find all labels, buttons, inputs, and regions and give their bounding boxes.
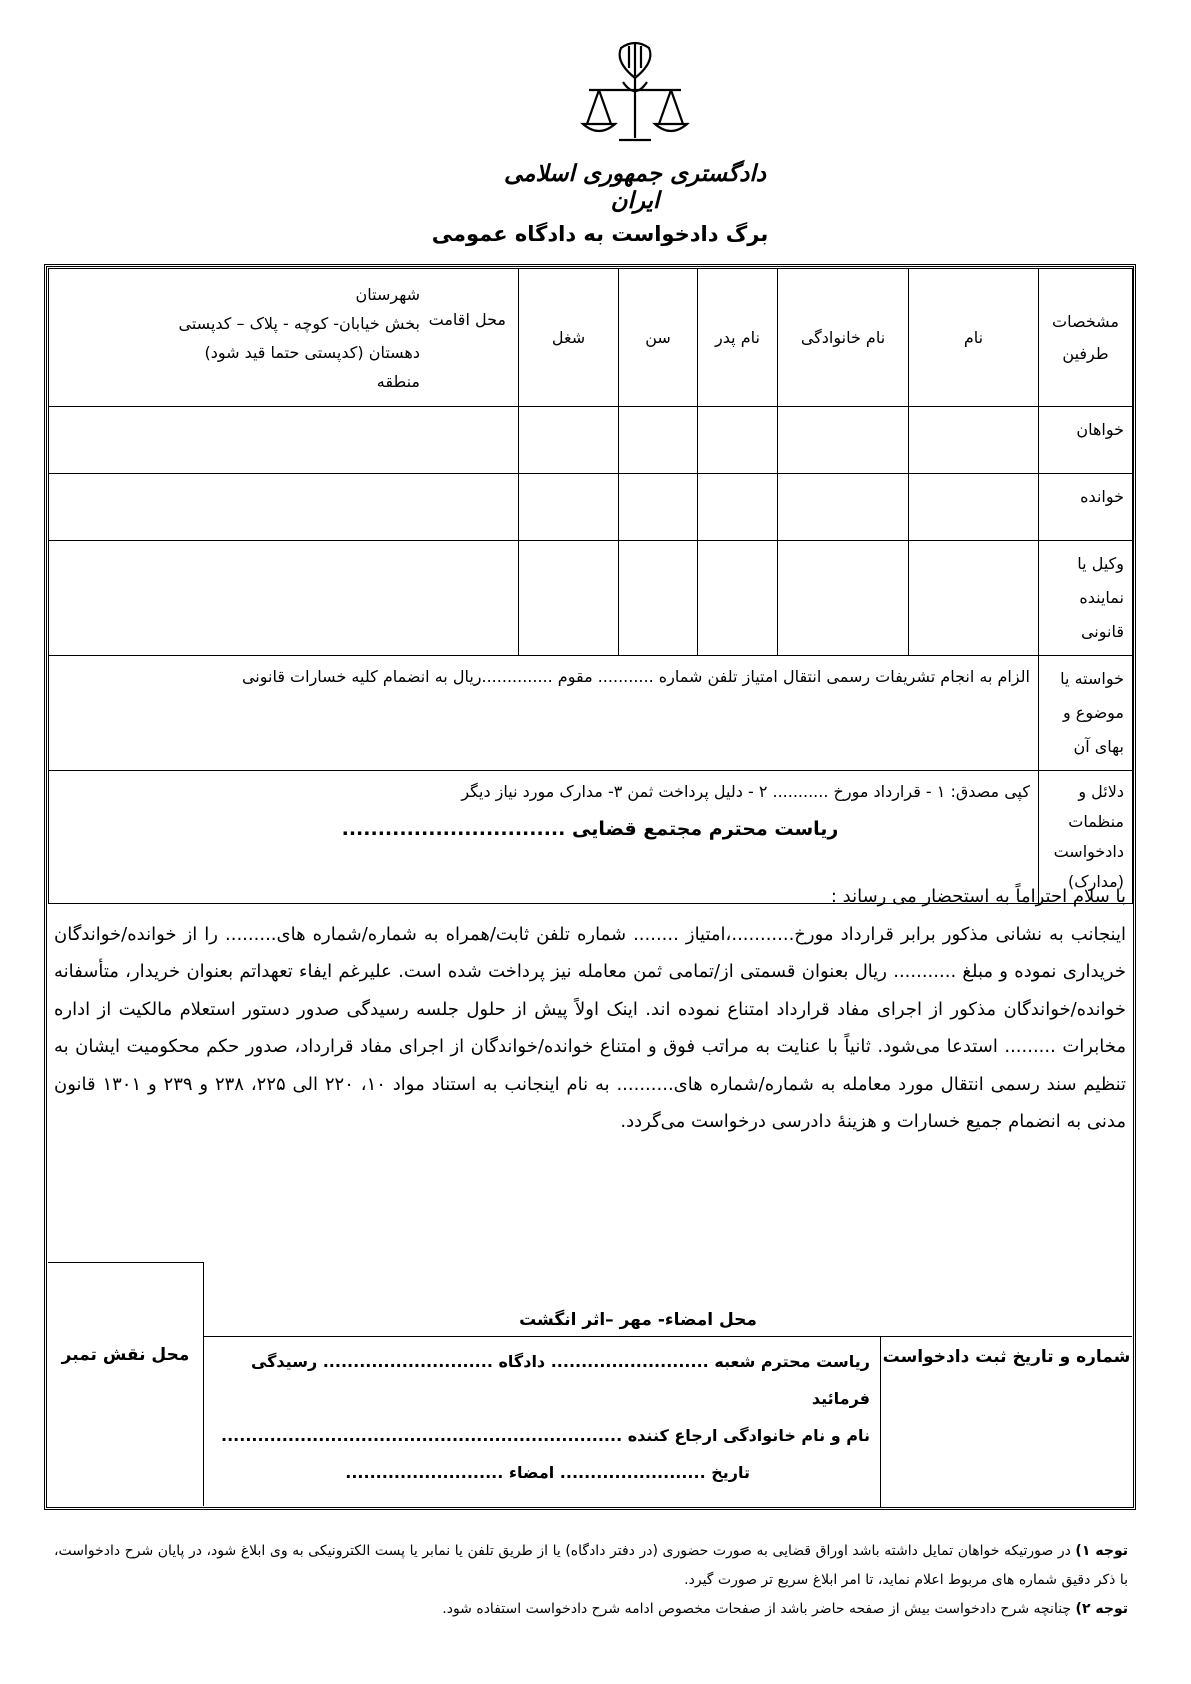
evidence-text[interactable]: کپی مصدق: ۱ - قرارداد مورخ ........... ۲ - دلیل پرداخت ثمن ۳- مدارک مورد نیاز دیگر bbox=[49, 771, 1039, 904]
note-2: توجه ۲) چنانچه شرح دادخواست بیش از صفحه حاضر باشد از صفحات مخصوص ادامه شرح دادخواست استفاده شود. bbox=[442, 1601, 1128, 1617]
stamp-place-label: محل نقش تمبر bbox=[61, 1345, 190, 1365]
col-father-name: نام پدر bbox=[698, 269, 778, 407]
attorney-row bbox=[49, 541, 1133, 656]
parties-table bbox=[48, 268, 1133, 904]
note-1: توجه ۱) در صورتیکه خواهان تمایل داشته باشد اوراق قضایی به صورت حضوری (در دفتر دادگاه) یا از طریق تلفن یا نمابر یا پست الکترونیکی به وی ابلاغ شود، در پایان شرح دادخواست، با ذکر دقیق شماره های مربوط اعلام نماید، تا امر ابلاغ سریع تر صورت گیرد. bbox=[54, 1543, 1128, 1588]
plaintiff-label: خواهان bbox=[1039, 407, 1133, 474]
signature-place-label: محل امضاء- مهر –اثر انگشت bbox=[519, 1310, 757, 1330]
request-text[interactable]: الزام به انجام تشریفات رسمی انتقال امتیاز تلفن شماره ........... مقوم ..............ریال به انضمام کلیه خسارات قانونی bbox=[49, 656, 1039, 771]
col-first-name: نام bbox=[909, 269, 1039, 407]
judiciary-emblem-icon bbox=[575, 40, 695, 152]
attorney-label: وکیل یا نماینده قانونی bbox=[1039, 541, 1133, 656]
defendant-residence-field[interactable] bbox=[49, 474, 519, 541]
plaintiff-first-name-field[interactable] bbox=[909, 407, 1039, 474]
plaintiff-residence-field[interactable] bbox=[49, 407, 519, 474]
col-last-name: نام خانوادگی bbox=[778, 269, 909, 407]
referral-text bbox=[210, 1343, 870, 1491]
defendant-age-field[interactable] bbox=[619, 474, 698, 541]
addressee: ریاست محترم مجتمع قضایی ............................... bbox=[341, 818, 839, 840]
attorney-father-name-field[interactable] bbox=[698, 541, 778, 656]
residence-label: محل اقامت bbox=[428, 310, 506, 329]
col-age: سن bbox=[619, 269, 698, 407]
defendant-last-name-field[interactable] bbox=[778, 474, 909, 541]
attorney-last-name-field[interactable] bbox=[778, 541, 909, 656]
table-header-row bbox=[49, 269, 1133, 407]
form-title: برگ دادخواست به دادگاه عمومی bbox=[431, 222, 769, 246]
defendant-label: خوانده bbox=[1039, 474, 1133, 541]
plaintiff-last-name-field[interactable] bbox=[778, 407, 909, 474]
referral-area bbox=[204, 1336, 1132, 1506]
request-label: خواسته یا موضوع و بهای آن bbox=[1039, 656, 1133, 771]
referral-line-2[interactable]: نام و نام خانوادگی ارجاع کننده .................................................................. bbox=[221, 1426, 870, 1445]
evidence-label: دلائل و منظمات دادخواست (مدارک) bbox=[1039, 771, 1133, 904]
attorney-age-field[interactable] bbox=[619, 541, 698, 656]
referral-line-1[interactable]: ریاست محترم شعبه .......................... دادگاه ............................ رسیدگی فرمائید bbox=[250, 1352, 870, 1408]
plaintiff-row bbox=[49, 407, 1133, 474]
defendant-occupation-field[interactable] bbox=[519, 474, 619, 541]
attorney-first-name-field[interactable] bbox=[909, 541, 1039, 656]
col-residence: محل اقامت شهرستان بخش خیابان- کوچه - پلاک – کدپستی دهستان (کدپستی حتما قید شود) منطقه bbox=[49, 269, 519, 407]
registration-label: شماره و تاریخ ثبت دادخواست bbox=[882, 1347, 1131, 1367]
letter-body[interactable]: اینجانب به نشانی مذکور برابر قرارداد مورخ...........،امتیاز ........ شماره تلفن ثابت/همراه به شماره/شماره های......... را از خوانده/خواندگان خریداری نموده و مبلغ ........... ریال بعنوان قسمتی از/تمامی ثمن معامله نیز پرداخت شده است. علیرغم ایفاء تعهداتم بعنوان خریدار، متأسفانه خوانده/خواندگان مذکور از اجرای مفاد قرارداد امتناع نموده اند. اینک اولاً پیش از حلول جلسه رسیدگی صدور دستور استعلام مالکیت از اداره مخابرات ......... استدعا می‌شود. ثانیاً با عنایت به مراتب فوق و امتناع خوانده/خواندگان از اجرای مفاد قرارداد، صدور حکم محکومیت ایشان به تنظیم سند رسمی انتقال مورد معامله به شماره/شماره های.......... به نام اینجانب به استناد مواد ۱۰، ۲۲۰ الی ۲۲۵، ۲۳۸ و ۲۳۹ و ۱۳۰۱ قانون مدنی به انضمام جمیع خسارات و هزینهٔ دادرسی درخواست می‌گردد. bbox=[54, 923, 1127, 1132]
defendant-row bbox=[49, 474, 1133, 541]
attorney-occupation-field[interactable] bbox=[519, 541, 619, 656]
registration-box[interactable] bbox=[880, 1337, 1132, 1507]
signature-section bbox=[48, 1262, 1132, 1506]
referral-line-3[interactable]: تاریخ ........................ امضاء .......................... bbox=[345, 1463, 750, 1482]
attorney-residence-field[interactable] bbox=[49, 541, 519, 656]
plaintiff-age-field[interactable] bbox=[619, 407, 698, 474]
defendant-first-name-field[interactable] bbox=[909, 474, 1039, 541]
col-parties: مشخصات طرفین bbox=[1039, 269, 1133, 407]
plaintiff-father-name-field[interactable] bbox=[698, 407, 778, 474]
plaintiff-occupation-field[interactable] bbox=[519, 407, 619, 474]
request-row bbox=[49, 656, 1133, 771]
organization-name: دادگستری جمهوری اسلامی ایران bbox=[504, 160, 766, 214]
col-occupation: شغل bbox=[519, 269, 619, 407]
greeting: با سلام احتراماً به استحضار می رساند : bbox=[830, 886, 1126, 907]
stamp-box[interactable] bbox=[48, 1262, 204, 1506]
defendant-father-name-field[interactable] bbox=[698, 474, 778, 541]
notes-section bbox=[54, 1537, 1128, 1624]
